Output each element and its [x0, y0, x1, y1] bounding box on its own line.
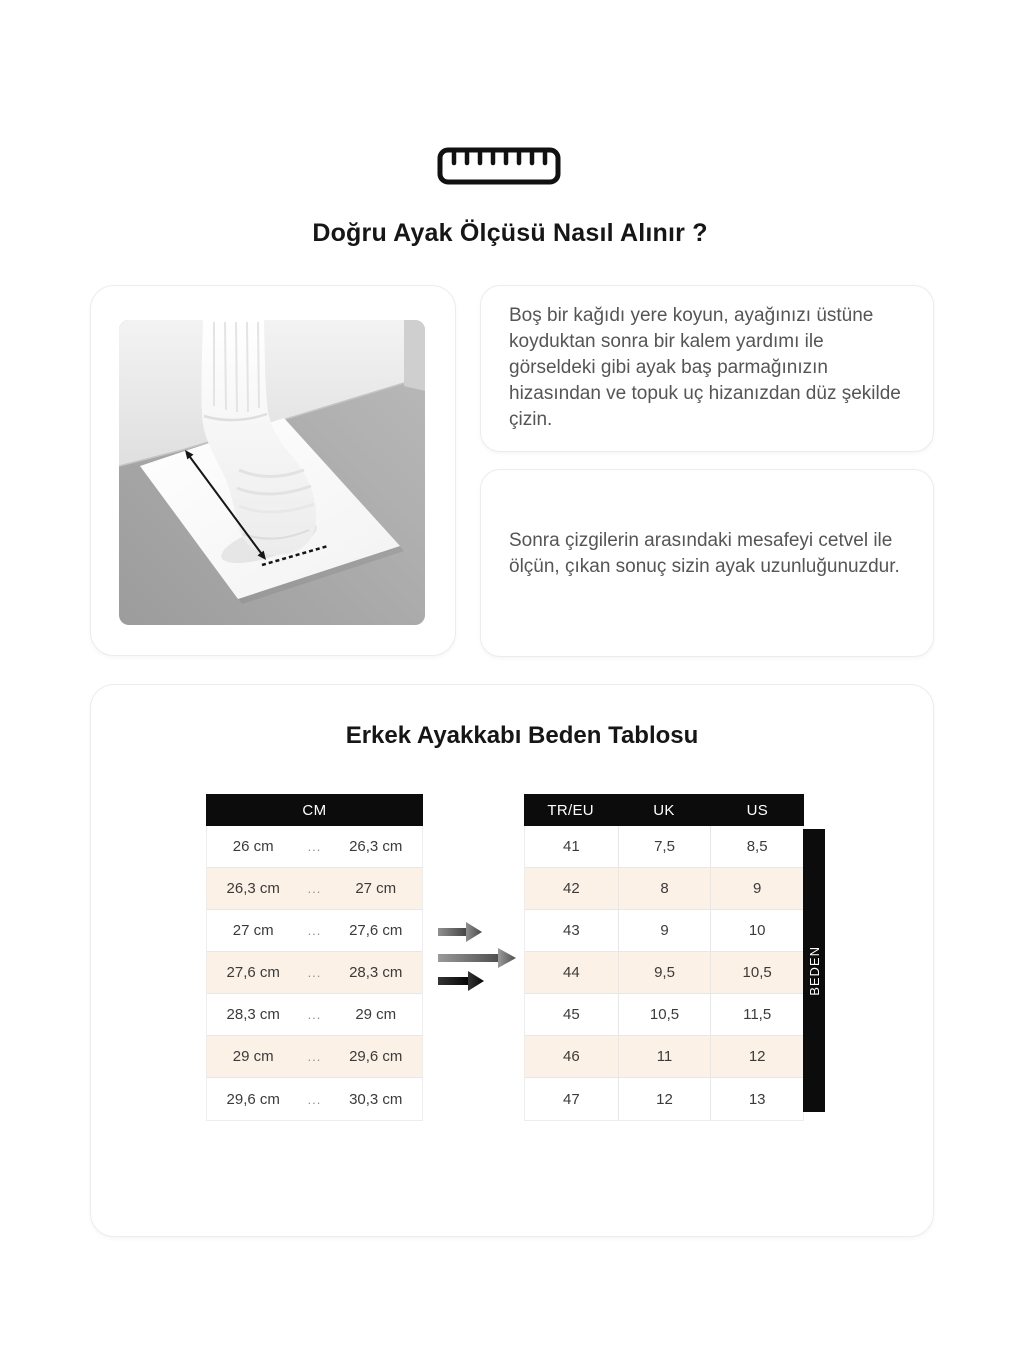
cm-from: 29,6 cm [226, 1090, 280, 1108]
size-us: 10,5 [710, 952, 803, 993]
cm-range-dots: ... [307, 1007, 322, 1022]
ruler-icon [437, 147, 561, 185]
cm-table-row [207, 1078, 422, 1120]
cm-range-dots: ... [307, 1049, 322, 1064]
cm-range-dots: ... [307, 965, 322, 980]
size-tr-eu: 42 [562, 880, 580, 897]
intl-size-table [524, 794, 804, 1121]
size-uk: 8 [618, 868, 711, 909]
size-uk: 7,5 [618, 826, 711, 867]
size-tr-eu: 46 [562, 1048, 580, 1065]
instruction-card-2 [480, 469, 934, 657]
cm-from: 27 cm [232, 922, 274, 939]
intl-table-body [524, 826, 804, 1121]
size-uk: 9,5 [618, 952, 711, 993]
cm-table-row [207, 994, 422, 1036]
cm-table-row [207, 910, 422, 952]
cm-to: 28,3 cm [349, 964, 403, 981]
size-us: 9 [710, 868, 803, 909]
instruction-card-1 [480, 285, 934, 452]
cm-range-dots: ... [307, 923, 322, 938]
cm-to: 27,6 cm [349, 922, 403, 939]
size-tr-eu: 47 [562, 1090, 580, 1108]
cm-table [206, 794, 423, 1121]
size-us: 13 [710, 1078, 803, 1120]
size-table-card [90, 684, 934, 1237]
arrows-right-icon [438, 917, 520, 995]
size-table-row [525, 826, 803, 868]
size-tr-eu: 45 [562, 1006, 580, 1023]
header-us: US [746, 801, 769, 819]
foot-measure-photo-card [90, 285, 456, 656]
cm-table-row [207, 952, 422, 994]
size-uk: 11 [618, 1036, 711, 1077]
size-table-row [525, 910, 803, 952]
size-uk: 9 [618, 910, 711, 951]
cm-table-row [207, 1036, 422, 1078]
size-table-row [525, 1078, 803, 1120]
cm-to: 29,6 cm [349, 1048, 403, 1065]
page-title: Doğru Ayak Ölçüsü Nasıl Alınır ? [312, 219, 708, 247]
size-table-title: Erkek Ayakkabı Beden Tablosu [345, 722, 699, 749]
cm-table-row [207, 826, 422, 868]
cm-from: 27,6 cm [226, 964, 280, 981]
instruction-text-1: Boş bir kağıdı yere koyun, ayağınızı üstüne koyduktan sonra bir kalem yardımı ile görseldeki gibi ayak baş parmağınızın hizasından ve topuk uç hizanızdan düz şekilde çizin. [509, 305, 901, 430]
cm-table-body [206, 826, 423, 1121]
size-table-row [525, 1036, 803, 1078]
cm-table-row [207, 868, 422, 910]
cm-to: 30,3 cm [349, 1090, 403, 1108]
cm-range-dots: ... [307, 839, 322, 854]
size-us: 11,5 [710, 994, 803, 1035]
size-us: 10 [710, 910, 803, 951]
size-table-row [525, 952, 803, 994]
size-uk: 12 [618, 1078, 711, 1120]
beden-side-label [803, 829, 825, 1112]
cm-to: 29 cm [355, 1006, 397, 1023]
cm-to: 27 cm [355, 880, 397, 897]
size-table-row [525, 868, 803, 910]
cm-from: 26 cm [232, 838, 274, 855]
cm-from: 28,3 cm [226, 1006, 280, 1023]
header-tr-eu: TR/EU [547, 801, 594, 819]
size-us: 12 [710, 1036, 803, 1077]
cm-range-dots: ... [307, 1091, 322, 1107]
beden-side-label-text: BEDEN [806, 945, 822, 996]
size-us: 8,5 [710, 826, 803, 867]
header-uk: UK [653, 801, 675, 819]
size-tr-eu: 44 [562, 964, 580, 981]
size-tr-eu: 41 [562, 838, 580, 855]
cm-to: 26,3 cm [349, 838, 403, 855]
size-uk: 10,5 [618, 994, 711, 1035]
size-table-row [525, 994, 803, 1036]
size-tr-eu: 43 [562, 922, 580, 939]
instruction-text-2: Sonra çizgilerin arasındaki mesafeyi cetvel ile ölçün, çıkan sonuç sizin ayak uzunluğunuzdur. [509, 530, 900, 577]
size-table-header-row [524, 794, 804, 826]
foot-measure-photo [119, 320, 425, 625]
cm-range-dots: ... [307, 881, 322, 896]
cm-table-header: CM [206, 794, 423, 826]
cm-from: 26,3 cm [226, 880, 280, 897]
cm-from: 29 cm [232, 1048, 274, 1065]
